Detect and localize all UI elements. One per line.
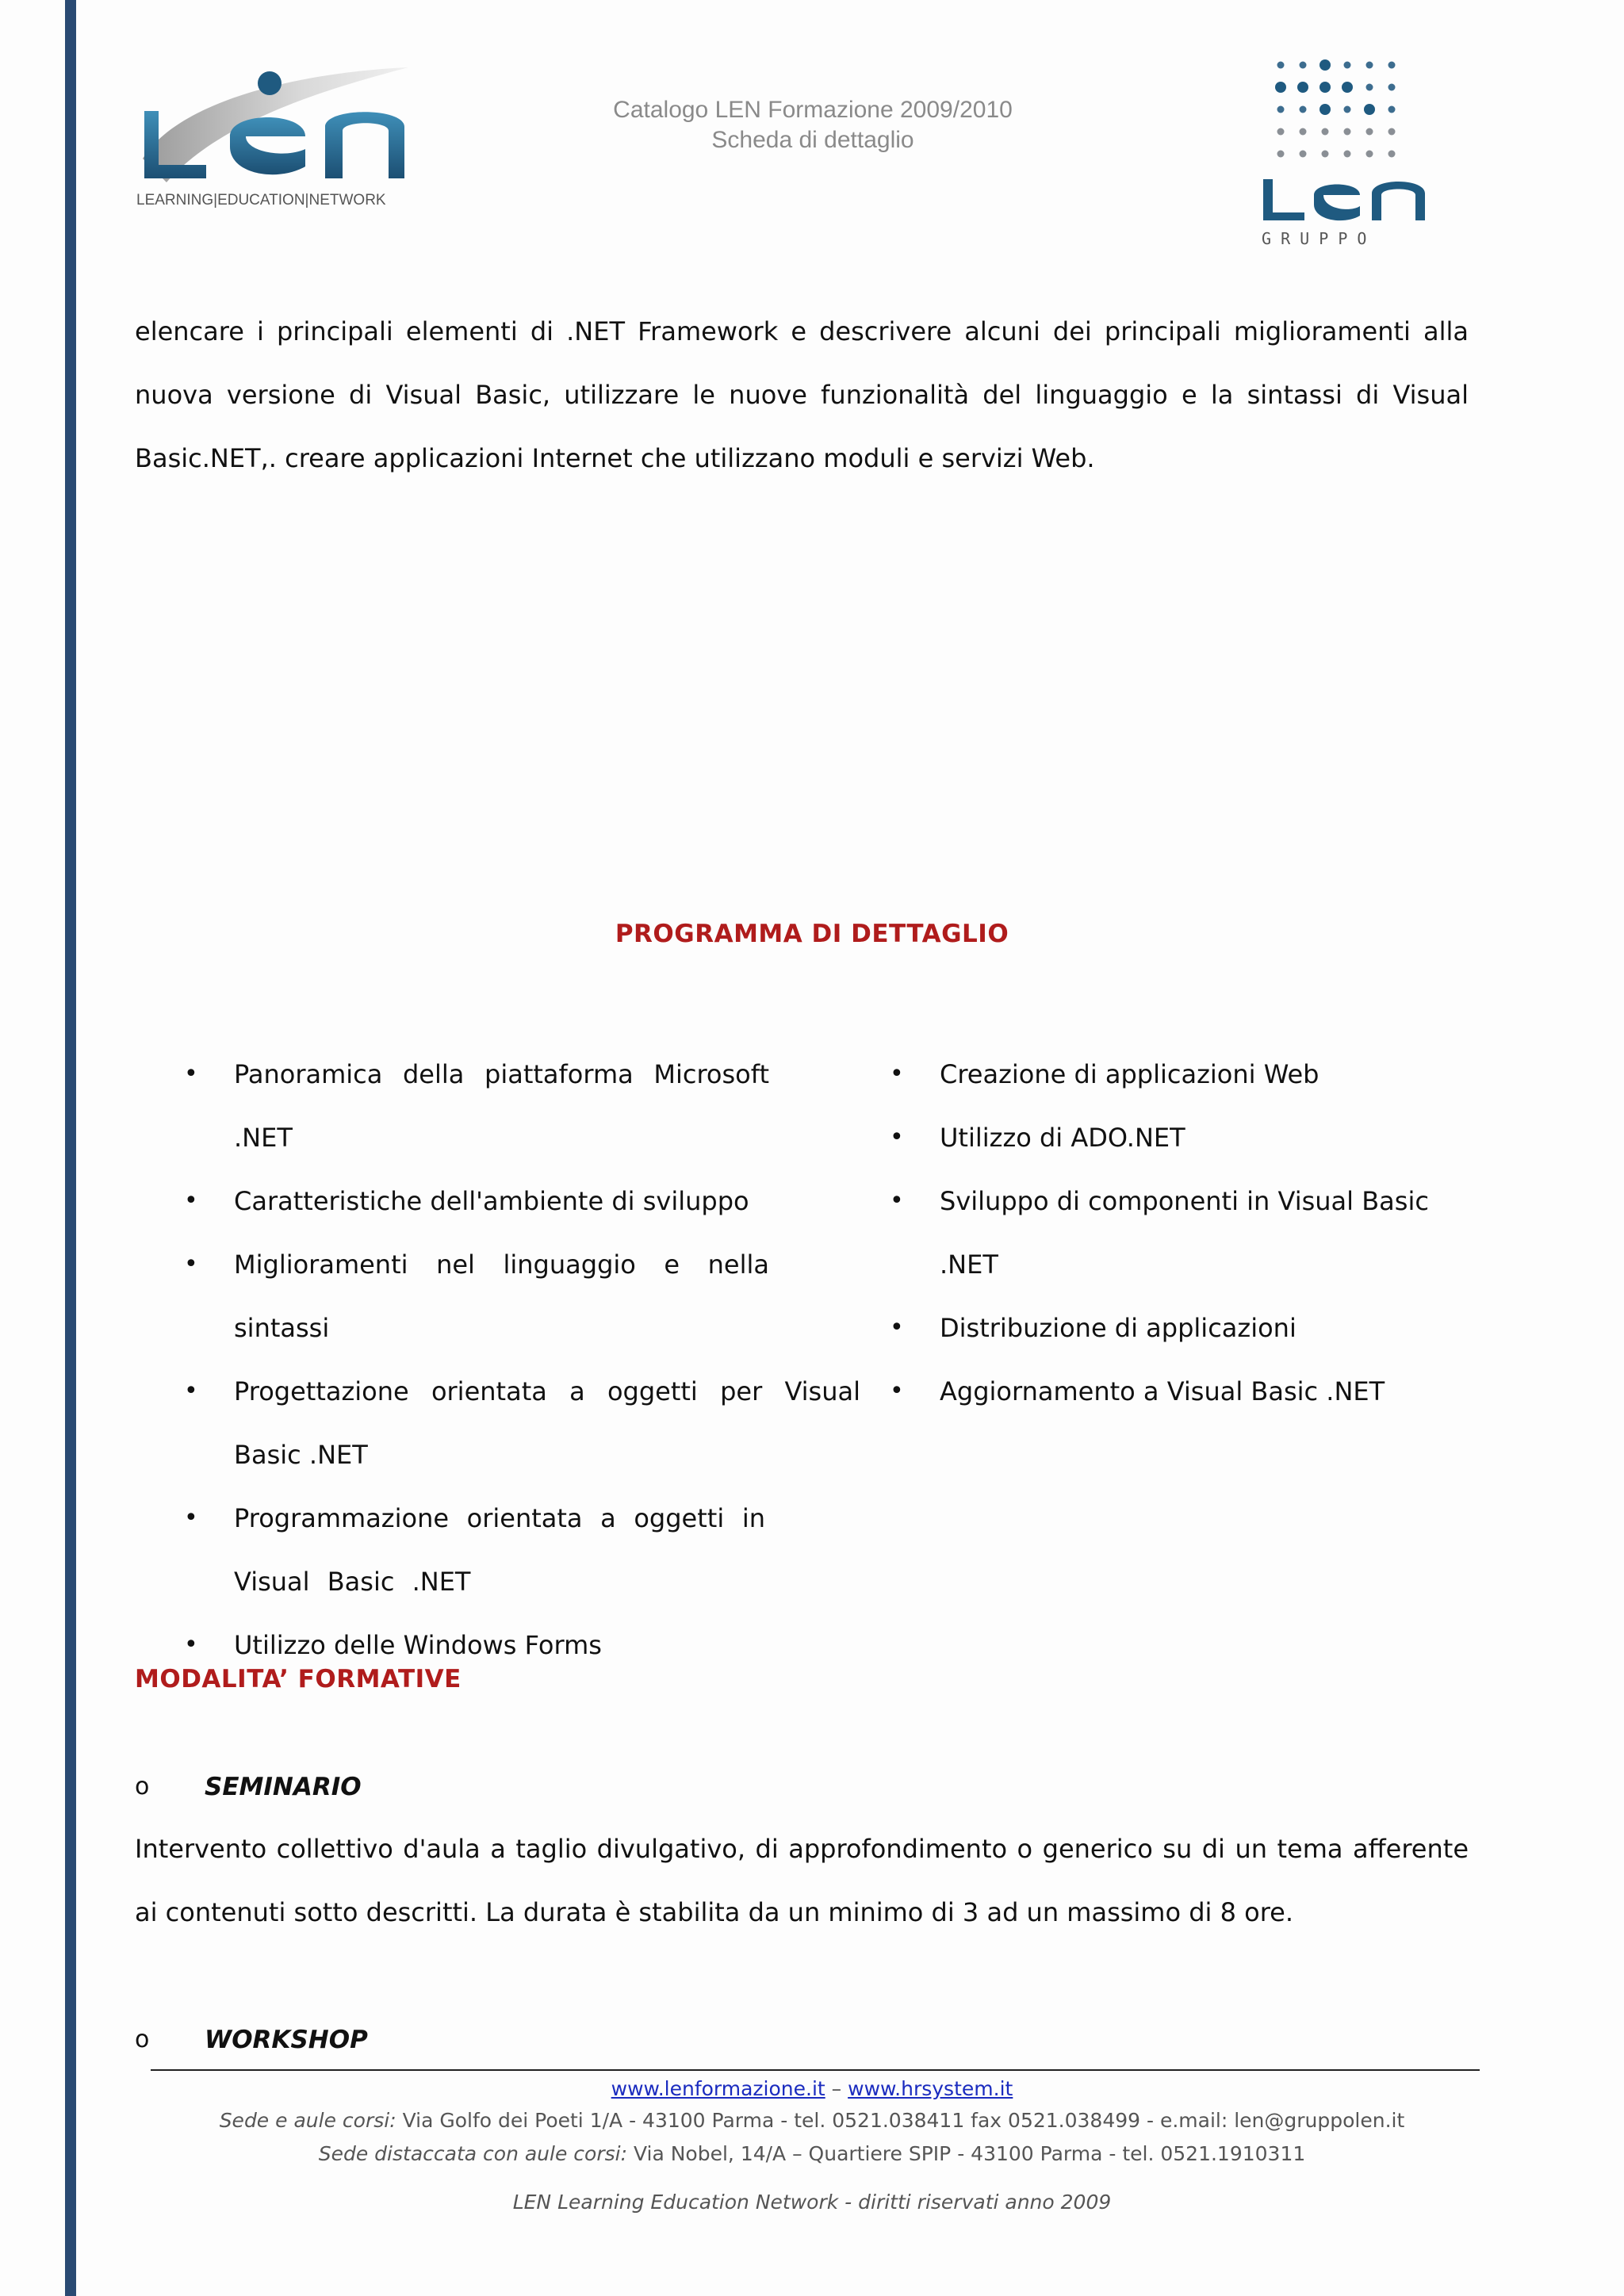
catalog-title: Catalogo LEN Formazione 2009/2010 bbox=[613, 97, 1013, 123]
lenformazione-link[interactable]: www.lenformazione.it bbox=[611, 2077, 825, 2100]
programma-title: PROGRAMMA DI DETTAGLIO bbox=[615, 920, 1009, 948]
bullet-icon: • bbox=[184, 1504, 198, 1532]
seminario-paragraph: Intervento collettivo d'aula a taglio divulgativo, di approfondimento o generico su di un tema afferente ai contenuti sotto descritti. La durata è stabilita da un minimo di 3 ad un massimo di 8 ore. bbox=[135, 1834, 1469, 1927]
logo-dot bbox=[1300, 106, 1307, 113]
bullet-icon: • bbox=[184, 1060, 198, 1088]
svg-text:LEARNING|EDUCATION|NETWORK: LEARNING|EDUCATION|NETWORK bbox=[136, 192, 386, 209]
logo-dot bbox=[1277, 62, 1285, 69]
bullet-icon: • bbox=[184, 1377, 198, 1405]
programma-list-right bbox=[841, 1043, 1475, 1423]
logo-dot bbox=[1366, 128, 1373, 136]
modalita-title: MODALITA’ FORMATIVE bbox=[135, 1665, 462, 1693]
logo-dot bbox=[1366, 151, 1373, 158]
bullet-icon: • bbox=[890, 1060, 904, 1088]
list-item: • Progettazione orientata a oggetti per Visual Basic .NET bbox=[135, 1360, 769, 1487]
logo-dot bbox=[1320, 82, 1331, 93]
logo-dot bbox=[1344, 106, 1351, 113]
list-item: • Programmazione orientata a oggetti in Visual Basic .NET bbox=[135, 1487, 769, 1613]
len-learning-logo bbox=[135, 63, 420, 210]
document-header-title bbox=[555, 95, 1071, 155]
list-item: • Distribuzione di applicazioni bbox=[841, 1296, 1475, 1360]
programma-list-left bbox=[135, 1043, 860, 1677]
logo-dot bbox=[1275, 82, 1286, 93]
logo-dot bbox=[1388, 151, 1396, 158]
workshop-label: WORKSHOP bbox=[205, 2026, 368, 2054]
logo-dot bbox=[1342, 82, 1353, 93]
bullet-icon: • bbox=[890, 1123, 904, 1151]
bullet-icon: • bbox=[890, 1377, 904, 1405]
bullet-icon: • bbox=[890, 1314, 904, 1341]
logo-dot bbox=[1277, 151, 1285, 158]
logo-dot bbox=[1277, 106, 1285, 113]
logo-dot bbox=[1388, 128, 1396, 136]
list-item: • Aggiornamento a Visual Basic .NET bbox=[841, 1360, 1475, 1423]
logo-dot bbox=[1344, 128, 1351, 136]
hrsystem-link[interactable]: www.hrsystem.it bbox=[848, 2077, 1013, 2100]
bullet-icon: • bbox=[184, 1250, 198, 1278]
logo-dot bbox=[1300, 62, 1307, 69]
logo-dot bbox=[1300, 151, 1307, 158]
svg-text:G R U P P O: G R U P P O bbox=[1262, 229, 1367, 248]
address-secondary-text: Via Nobel, 14/A – Quartiere SPIP - 43100 Parma - tel. 0521.1910311 bbox=[627, 2142, 1306, 2165]
list-item: • Caratteristiche dell'ambiente di sviluppo bbox=[135, 1169, 769, 1233]
logo-dot bbox=[1344, 151, 1351, 158]
address-main-text: Via Golfo dei Poeti 1/A - 43100 Parma - tel. 0521.038411 fax 0521.038499 - e.mail: len@gruppolen.it bbox=[396, 2109, 1405, 2132]
logo-dot bbox=[1322, 151, 1329, 158]
logo-dot bbox=[1320, 104, 1331, 115]
logo-dot bbox=[1344, 62, 1351, 69]
logo-dot bbox=[1366, 62, 1373, 69]
catalog-subtitle: Scheda di dettaglio bbox=[711, 127, 914, 153]
list-item: • Utilizzo delle Windows Forms bbox=[135, 1613, 769, 1677]
list-item: • Utilizzo di ADO.NET bbox=[841, 1106, 1475, 1169]
left-accent-bar bbox=[65, 0, 76, 2296]
address-main-label: Sede e aule corsi: bbox=[219, 2109, 396, 2132]
address-secondary-label: Sede distaccata con aule corsi: bbox=[318, 2142, 628, 2165]
logo-dot bbox=[1388, 84, 1396, 91]
footer-links bbox=[0, 2077, 1624, 2100]
logo-dot bbox=[1300, 128, 1307, 136]
logo-dot bbox=[1320, 59, 1331, 71]
bullet-icon: • bbox=[184, 1187, 198, 1215]
footer-address-main bbox=[0, 2109, 1624, 2132]
logo-dot bbox=[1277, 128, 1285, 136]
list-item: • Sviluppo di componenti in Visual Basic .NET bbox=[841, 1169, 1475, 1296]
bullet-icon: • bbox=[184, 1631, 198, 1659]
bullet-icon: • bbox=[890, 1187, 904, 1215]
footer-divider bbox=[151, 2069, 1480, 2071]
logo-dot bbox=[1388, 62, 1396, 69]
circle-bullet-icon: o bbox=[135, 2026, 150, 2053]
footer-copyright: LEN Learning Education Network - diritti riservati anno 2009 bbox=[512, 2191, 1112, 2214]
seminario-label: SEMINARIO bbox=[205, 1773, 362, 1801]
list-item: • Miglioramenti nel linguaggio e nella sintassi bbox=[135, 1233, 769, 1360]
logo-dot bbox=[1364, 104, 1375, 115]
logo-dot bbox=[1366, 84, 1373, 91]
len-gruppo-logo bbox=[1257, 54, 1431, 252]
list-item: • Creazione di applicazioni Web bbox=[841, 1043, 1475, 1106]
footer-address-secondary bbox=[0, 2142, 1624, 2165]
logo-dot bbox=[1322, 128, 1329, 136]
logo-dot bbox=[1388, 106, 1396, 113]
list-item: • Panoramica della piattaforma Microsoft .NET bbox=[135, 1043, 769, 1169]
intro-paragraph: elencare i principali elementi di .NET Framework e descrivere alcuni dei principali miglioramenti alla nuova versione di Visual Basic, utilizzare le nuove funzionalità del linguaggio e la sintassi di Visual Basic.NET,. creare applicazioni Internet che utilizzano moduli e servizi Web. bbox=[135, 316, 1469, 473]
logo-dot bbox=[1297, 82, 1308, 93]
circle-bullet-icon: o bbox=[135, 1773, 150, 1800]
link-separator: – bbox=[831, 2077, 842, 2100]
